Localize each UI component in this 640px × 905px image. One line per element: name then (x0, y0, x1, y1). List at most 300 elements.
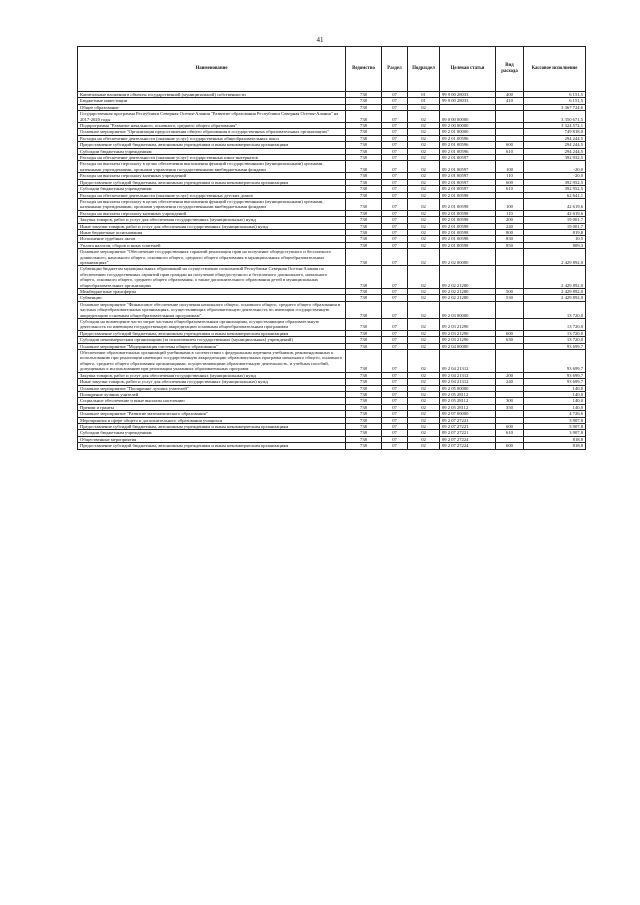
cell-section: 07 (382, 319, 408, 331)
cell-amount: -20,0 (524, 173, 586, 179)
cell-subsection: 02 (408, 186, 440, 192)
cell-section: 07 (382, 186, 408, 192)
cell-article: 09 2 01 00000 (440, 129, 496, 135)
table-body (78, 92, 586, 450)
cell-article: 09 2 02 00000 (440, 249, 496, 266)
cell-expense-type: 600 (496, 423, 524, 429)
cell-expense-type: 500 (496, 289, 524, 295)
cell-subsection: 02 (408, 398, 440, 404)
cell-expense-type: 240 (496, 223, 524, 229)
cell-amount: 819,8 (524, 229, 586, 235)
cell-section: 07 (382, 372, 408, 378)
cell-ministry: 738 (346, 266, 382, 289)
cell-subsection: 02 (408, 423, 440, 429)
cell-section: 07 (382, 423, 408, 429)
cell-name: Расходы на выплаты персоналу казенных учреждений (78, 210, 346, 216)
cell-ministry: 738 (346, 391, 382, 397)
cell-name: Уплата налогов, сборов и иных платежей (78, 242, 346, 248)
cell-subsection: 02 (408, 142, 440, 148)
cell-name: Предоставление субсидий бюджетным, автономным учреждениям и иным некоммерческим организациям (78, 443, 346, 449)
cell-amount: 809,3 (524, 242, 586, 248)
cell-name: Основное мероприятие "Развитие математического образования" (78, 411, 346, 417)
table-row (78, 266, 586, 289)
cell-ministry: 738 (346, 295, 382, 301)
cell-ministry: 738 (346, 385, 382, 391)
header-ministry: Ведомство (346, 47, 382, 92)
cell-section: 07 (382, 289, 408, 295)
cell-name: Субвенции бюджетам муниципальных образований на осуществление полномочий Республики Северная Осетия-Алания по обеспечению государственных гарантий прав граждан на получение общедоступного и бесплатного дошкольного, начального общего, основного общего, среднего общего образования, а также дополнительного образования детей в муниципальных общеобразовательных организациях (78, 266, 346, 289)
cell-ministry: 738 (346, 289, 382, 295)
cell-amount: 3 367 724,6 (524, 104, 586, 110)
header-amount: Кассовое исполнение (524, 47, 586, 92)
budget-table (77, 46, 586, 450)
cell-article: 09 2 07 27221 (440, 417, 496, 423)
cell-amount: 749 818,0 (524, 129, 586, 135)
cell-amount: 3 907,8 (524, 423, 586, 429)
cell-ministry: 738 (346, 179, 382, 185)
cell-ministry: 738 (346, 330, 382, 336)
cell-section: 07 (382, 92, 408, 98)
cell-section: 07 (382, 379, 408, 385)
cell-expense-type (496, 111, 524, 123)
cell-subsection: 02 (408, 379, 440, 385)
cell-amount: 42 619,6 (524, 210, 586, 216)
cell-ministry: 738 (346, 337, 382, 343)
cell-ministry: 738 (346, 443, 382, 449)
cell-section: 07 (382, 111, 408, 123)
cell-amount: 93 699,7 (524, 379, 586, 385)
cell-name: Основное мероприятие "Обеспечение государственных гарантий реализации прав на получение общедоступного и бесплатного дошкольного, начального общего, основного общего, среднего общего образования в муниципальных общеобразовательных организациях" (78, 249, 346, 266)
cell-amount: 2 429 892,0 (524, 266, 586, 289)
cell-subsection: 02 (408, 198, 440, 210)
cell-name: Расходы на обеспечение деятельности (оказание услуг) государственных школ-интернатов (78, 155, 346, 161)
cell-ministry: 738 (346, 155, 382, 161)
cell-amount: 19 001,7 (524, 217, 586, 223)
cell-article: 09 2 03 21290 (440, 337, 496, 343)
cell-ministry: 738 (346, 242, 382, 248)
cell-expense-type: 610 (496, 148, 524, 154)
cell-expense-type (496, 249, 524, 266)
cell-article: 09 2 01 00597 (440, 161, 496, 173)
cell-ministry: 738 (346, 249, 382, 266)
cell-expense-type (496, 301, 524, 318)
cell-section: 07 (382, 179, 408, 185)
cell-article: 09 2 01 00598 (440, 210, 496, 216)
cell-section: 07 (382, 217, 408, 223)
cell-name: Межбюджетные трансферты (78, 289, 346, 295)
cell-article: 09 2 01 00596 (440, 142, 496, 148)
cell-article: 09 2 03 21290 (440, 330, 496, 336)
cell-name: Субсидии некоммерческим организациям (за исключением государственных (муниципальных) учреждений) (78, 337, 346, 343)
cell-amount: 13 720,0 (524, 330, 586, 336)
page-number: 41 (316, 36, 324, 44)
cell-subsection: 02 (408, 161, 440, 173)
cell-subsection: 02 (408, 301, 440, 318)
cell-section: 07 (382, 161, 408, 173)
cell-ministry: 738 (346, 319, 382, 331)
cell-name: Основное мероприятие "Финансовое обеспечение получения начального общего, основного общего, среднего общего образования в частных общеобразовательных организациях, осуществляющих образовательную деятельность по имеющим государственную аккредитацию основным общеобразовательным программам" (78, 301, 346, 318)
cell-ministry: 738 (346, 92, 382, 98)
cell-subsection: 02 (408, 372, 440, 378)
cell-ministry: 738 (346, 198, 382, 210)
cell-subsection: 02 (408, 192, 440, 198)
cell-amount: 42 619,6 (524, 198, 586, 210)
header-name: Наименование (78, 47, 346, 92)
cell-name: Расходы на выплаты персоналу в целях обеспечения выполнения функций государственными (муниципальными) органами, казенными учреждениями, органами управления государственными внебюджетными фондами (78, 161, 346, 173)
cell-subsection: 02 (408, 411, 440, 417)
cell-section: 07 (382, 155, 408, 161)
cell-ministry: 738 (346, 217, 382, 223)
cell-section: 07 (382, 330, 408, 336)
cell-name: Обеспечение образовательных организаций учебниками в соответствии с федеральным перечнем учебников, рекомендованных к использованию при реализации имеющих государственную аккредитацию образовательных программ начального общего, основного общего, среднего общего образования организациями, осуществляющими образовательную деятельность, и учебных пособий, допущенных к использованию при реализации указанных образовательных программ (78, 350, 346, 373)
cell-amount: 13 720,0 (524, 319, 586, 331)
cell-article: 99 9 00 28033 (440, 92, 496, 98)
cell-article: 09 2 05 00000 (440, 385, 496, 391)
cell-ministry: 738 (346, 301, 382, 318)
cell-section: 07 (382, 242, 408, 248)
cell-expense-type: 610 (496, 430, 524, 436)
cell-section: 07 (382, 123, 408, 129)
cell-section: 07 (382, 443, 408, 449)
cell-name: Основное мероприятие "Поощрение лучших учителей" (78, 385, 346, 391)
cell-article: 09 2 01 00598 (440, 217, 496, 223)
cell-name: Субсидии бюджетным учреждениям (78, 148, 346, 154)
cell-subsection: 01 (408, 98, 440, 104)
cell-ministry: 738 (346, 417, 382, 423)
cell-name: Субсидии бюджетным учреждениям (78, 430, 346, 436)
cell-amount: 140,0 (524, 385, 586, 391)
cell-expense-type: 530 (496, 295, 524, 301)
cell-article: 09 2 02 21280 (440, 289, 496, 295)
cell-section: 07 (382, 266, 408, 289)
cell-amount: 2 429 892,0 (524, 289, 586, 295)
cell-name: Иные бюджетные ассигнования (78, 229, 346, 235)
cell-expense-type (496, 350, 524, 373)
cell-article: 09 2 07 27224 (440, 436, 496, 442)
cell-ministry: 738 (346, 129, 382, 135)
cell-article: 09 2 01 00597 (440, 173, 496, 179)
cell-amount: 392 952,5 (524, 186, 586, 192)
cell-article: 09 2 01 00598 (440, 242, 496, 248)
cell-amount: 140,0 (524, 391, 586, 397)
cell-name: Бюджетные инвестиции (78, 98, 346, 104)
cell-amount: 392 952,5 (524, 179, 586, 185)
cell-name: Закупка товаров, работ и услуг для обеспечения государственных (муниципальных) нужд (78, 217, 346, 223)
cell-expense-type: 800 (496, 229, 524, 235)
cell-ministry: 738 (346, 111, 382, 123)
cell-subsection: 02 (408, 289, 440, 295)
cell-name: Общественные мероприятия (78, 436, 346, 442)
cell-ministry: 738 (346, 350, 382, 373)
cell-name: Премии и гранты (78, 404, 346, 410)
cell-subsection: 02 (408, 350, 440, 373)
cell-section: 07 (382, 142, 408, 148)
cell-ministry: 738 (346, 98, 382, 104)
cell-article: 09 2 04 00000 (440, 343, 496, 349)
cell-amount: 392 932,5 (524, 155, 586, 161)
cell-amount: 140,0 (524, 404, 586, 410)
cell-amount: 3 907,8 (524, 417, 586, 423)
cell-amount: 294 244,5 (524, 142, 586, 148)
cell-subsection: 02 (408, 223, 440, 229)
cell-amount: 93 699,7 (524, 350, 586, 373)
cell-expense-type (496, 319, 524, 331)
cell-ministry: 738 (346, 104, 382, 110)
cell-amount: 294 244,5 (524, 148, 586, 154)
table-row (78, 161, 586, 173)
cell-subsection: 02 (408, 236, 440, 242)
table-row (78, 111, 586, 123)
cell-ministry: 738 (346, 186, 382, 192)
cell-ministry: 738 (346, 379, 382, 385)
cell-amount: 2 429 892,0 (524, 295, 586, 301)
cell-ministry: 738 (346, 135, 382, 141)
cell-expense-type: 600 (496, 330, 524, 336)
cell-subsection: 02 (408, 319, 440, 331)
cell-section: 07 (382, 229, 408, 235)
cell-name: Поощрение лучших учителей (78, 391, 346, 397)
cell-article: 09 2 01 00596 (440, 135, 496, 141)
cell-section: 07 (382, 198, 408, 210)
cell-subsection: 02 (408, 210, 440, 216)
cell-article: 09 2 02 21280 (440, 266, 496, 289)
cell-name: Социальное обеспечение и иные выплаты населению (78, 398, 346, 404)
cell-name: Подпрограмма "Развитие начального, основного, среднего общего образования" (78, 123, 346, 129)
cell-expense-type: 100 (496, 198, 524, 210)
cell-subsection: 02 (408, 217, 440, 223)
cell-amount: 19 001,7 (524, 223, 586, 229)
cell-name: Расходы на обеспечение деятельности (оказание услуг) государственных детских домов (78, 192, 346, 198)
cell-name: Исполнение судебных актов (78, 236, 346, 242)
cell-amount: 6 151,5 (524, 98, 586, 104)
cell-section: 07 (382, 104, 408, 110)
table-row (78, 319, 586, 331)
cell-article: 09 2 01 00598 (440, 192, 496, 198)
cell-article: 09 2 03 21290 (440, 319, 496, 331)
header-expense-type: Вид расхода (496, 47, 524, 92)
cell-expense-type: 100 (496, 161, 524, 173)
cell-amount: 818,8 (524, 443, 586, 449)
cell-article: 09 2 01 00598 (440, 229, 496, 235)
cell-section: 07 (382, 436, 408, 442)
cell-amount: 3 907,8 (524, 430, 586, 436)
cell-name: Государственная программа Республики Северная Осетия-Алания "Развитие образования Республики Северная Осетия-Алания" на 2017-2020 годы (78, 111, 346, 123)
cell-section: 07 (382, 98, 408, 104)
cell-article: 09 2 05 28112 (440, 404, 496, 410)
cell-section: 07 (382, 192, 408, 198)
cell-article: 09 2 03 00000 (440, 301, 496, 318)
cell-name: Субсидии на возмещение части затрат частным общеобразовательным организациям, осуществляющим образовательную деятельность по имеющим государственную аккредитацию основным общеобразовательным программам (78, 319, 346, 331)
cell-section: 07 (382, 148, 408, 154)
cell-ministry: 738 (346, 229, 382, 235)
cell-article: 09 2 07 27221 (440, 423, 496, 429)
cell-section: 07 (382, 417, 408, 423)
cell-article: 09 2 01 00598 (440, 223, 496, 229)
cell-amount: 93 699,7 (524, 343, 586, 349)
cell-expense-type: 350 (496, 404, 524, 410)
cell-name: Субвенции (78, 295, 346, 301)
cell-article: 09 2 01 00597 (440, 179, 496, 185)
cell-subsection: 02 (408, 148, 440, 154)
cell-subsection: 02 (408, 135, 440, 141)
cell-name: Расходы на обеспечение деятельности (оказание услуг) государственных общеобразовательных школ (78, 135, 346, 141)
header-article: Целевая статья (440, 47, 496, 92)
cell-article: 09 2 01 00598 (440, 236, 496, 242)
cell-amount: 13 720,0 (524, 301, 586, 318)
cell-amount: 13 720,0 (524, 337, 586, 343)
cell-article: 09 2 02 21280 (440, 295, 496, 301)
cell-name: Расходы на выплаты персоналу в целях обеспечения выполнения функций государственными (муниципальными) органами, казенными учреждениями, органами управления государственными внебюджетными фондами (78, 198, 346, 210)
cell-section: 07 (382, 210, 408, 216)
cell-subsection: 02 (408, 123, 440, 129)
cell-section: 07 (382, 404, 408, 410)
cell-name: Предоставление субсидий бюджетным, автономным учреждениям и иным некоммерческим организациям (78, 423, 346, 429)
cell-section: 07 (382, 249, 408, 266)
cell-name: Расходы на выплаты персоналу казенных учреждений (78, 173, 346, 179)
cell-subsection: 02 (408, 104, 440, 110)
cell-article: 09 2 01 00597 (440, 155, 496, 161)
cell-ministry: 738 (346, 223, 382, 229)
cell-ministry: 738 (346, 123, 382, 129)
cell-subsection: 02 (408, 295, 440, 301)
cell-expense-type: 110 (496, 210, 524, 216)
cell-ministry: 738 (346, 161, 382, 173)
cell-name: Иные закупки товаров, работ и услуг для обеспечения государственных (муниципальных) нужд (78, 379, 346, 385)
cell-ministry: 738 (346, 423, 382, 429)
cell-expense-type: 200 (496, 217, 524, 223)
cell-expense-type: 600 (496, 179, 524, 185)
cell-article: 09 2 04 21312 (440, 379, 496, 385)
cell-name: Основное мероприятие "Модернизация системы общего образования" (78, 343, 346, 349)
cell-article: 09 2 07 00000 (440, 411, 496, 417)
cell-section: 07 (382, 385, 408, 391)
cell-ministry: 738 (346, 404, 382, 410)
cell-subsection: 02 (408, 173, 440, 179)
cell-amount: 294 244,5 (524, 135, 586, 141)
cell-subsection: 02 (408, 436, 440, 442)
cell-amount: 62 641,1 (524, 192, 586, 198)
cell-article: 09 0 00 00000 (440, 111, 496, 123)
cell-section: 07 (382, 398, 408, 404)
header-section: Раздел (382, 47, 408, 92)
cell-section: 07 (382, 430, 408, 436)
cell-subsection: 02 (408, 330, 440, 336)
cell-amount: 3 324 572,1 (524, 123, 586, 129)
cell-expense-type: 610 (496, 186, 524, 192)
cell-subsection: 02 (408, 404, 440, 410)
cell-subsection: 02 (408, 417, 440, 423)
cell-subsection: 02 (408, 249, 440, 266)
cell-ministry: 738 (346, 173, 382, 179)
cell-expense-type: 410 (496, 98, 524, 104)
cell-subsection: 02 (408, 343, 440, 349)
cell-ministry: 738 (346, 210, 382, 216)
cell-section: 07 (382, 135, 408, 141)
cell-subsection: 02 (408, 430, 440, 436)
cell-expense-type: 600 (496, 142, 524, 148)
cell-article: 09 2 00 00000 (440, 123, 496, 129)
cell-amount: 140,0 (524, 398, 586, 404)
cell-section: 07 (382, 173, 408, 179)
cell-section: 07 (382, 343, 408, 349)
cell-expense-type: 400 (496, 92, 524, 98)
cell-subsection: 02 (408, 155, 440, 161)
cell-subsection: 02 (408, 385, 440, 391)
cell-subsection: 01 (408, 92, 440, 98)
cell-section: 07 (382, 337, 408, 343)
cell-ministry: 738 (346, 343, 382, 349)
cell-expense-type: 600 (496, 443, 524, 449)
cell-article: 09 2 01 00596 (440, 148, 496, 154)
cell-article: 99 9 00 28033 (440, 98, 496, 104)
cell-ministry: 738 (346, 436, 382, 442)
table-row (78, 249, 586, 266)
cell-ministry: 738 (346, 372, 382, 378)
cell-subsection: 02 (408, 242, 440, 248)
cell-ministry: 738 (346, 430, 382, 436)
cell-name: Основное мероприятие "Организация предоставления общего образования в государственных образовательных организациях" (78, 129, 346, 135)
cell-article: 09 2 04 21312 (440, 350, 496, 373)
cell-subsection: 02 (408, 179, 440, 185)
cell-subsection: 02 (408, 337, 440, 343)
cell-article: 09 2 01 00598 (440, 198, 496, 210)
cell-name: Иные закупки товаров, работ и услуг для обеспечения государственных (муниципальных) нужд (78, 223, 346, 229)
cell-subsection: 02 (408, 266, 440, 289)
cell-ministry: 738 (346, 192, 382, 198)
cell-expense-type: 300 (496, 398, 524, 404)
cell-section: 07 (382, 223, 408, 229)
cell-amount: 3 350 671,5 (524, 111, 586, 123)
cell-ministry: 738 (346, 142, 382, 148)
cell-section: 07 (382, 350, 408, 373)
table-row (78, 443, 586, 449)
cell-subsection: 02 (408, 129, 440, 135)
cell-expense-type: 630 (496, 337, 524, 343)
cell-name: Капитальные вложения в объекты государственной (муниципальной) собственности (78, 92, 346, 98)
cell-section: 07 (382, 295, 408, 301)
cell-article: 09 2 01 00597 (440, 186, 496, 192)
cell-section: 07 (382, 391, 408, 397)
cell-amount: 818,8 (524, 436, 586, 442)
cell-name: Мероприятия в сфере общего и дополнительного образования учащихся (78, 417, 346, 423)
cell-amount: 10,5 (524, 236, 586, 242)
cell-amount: 2 429 892,0 (524, 249, 586, 266)
cell-expense-type: 200 (496, 372, 524, 378)
cell-ministry: 738 (346, 148, 382, 154)
cell-amount: 6 151,5 (524, 92, 586, 98)
cell-expense-type: 830 (496, 236, 524, 242)
cell-name: Предоставление субсидий бюджетным, автономным учреждениям и иным некоммерческим организациям (78, 142, 346, 148)
cell-subsection: 02 (408, 229, 440, 235)
cell-amount: -20,0 (524, 161, 586, 173)
cell-expense-type (496, 266, 524, 289)
cell-name: Закупка товаров, работ и услуг для обеспечения государственных (муниципальных) нужд (78, 372, 346, 378)
cell-section: 07 (382, 129, 408, 135)
cell-article: 09 2 05 28112 (440, 391, 496, 397)
cell-ministry: 738 (346, 411, 382, 417)
cell-expense-type: 240 (496, 379, 524, 385)
table-row (78, 301, 586, 318)
cell-expense-type: 110 (496, 173, 524, 179)
cell-amount: 4 726,6 (524, 411, 586, 417)
cell-name: Субсидии бюджетным учреждениям (78, 186, 346, 192)
table-header-row (78, 47, 586, 92)
cell-subsection: 02 (408, 111, 440, 123)
cell-subsection: 02 (408, 391, 440, 397)
cell-article: 09 2 07 27221 (440, 430, 496, 436)
cell-ministry: 738 (346, 398, 382, 404)
cell-ministry: 738 (346, 236, 382, 242)
